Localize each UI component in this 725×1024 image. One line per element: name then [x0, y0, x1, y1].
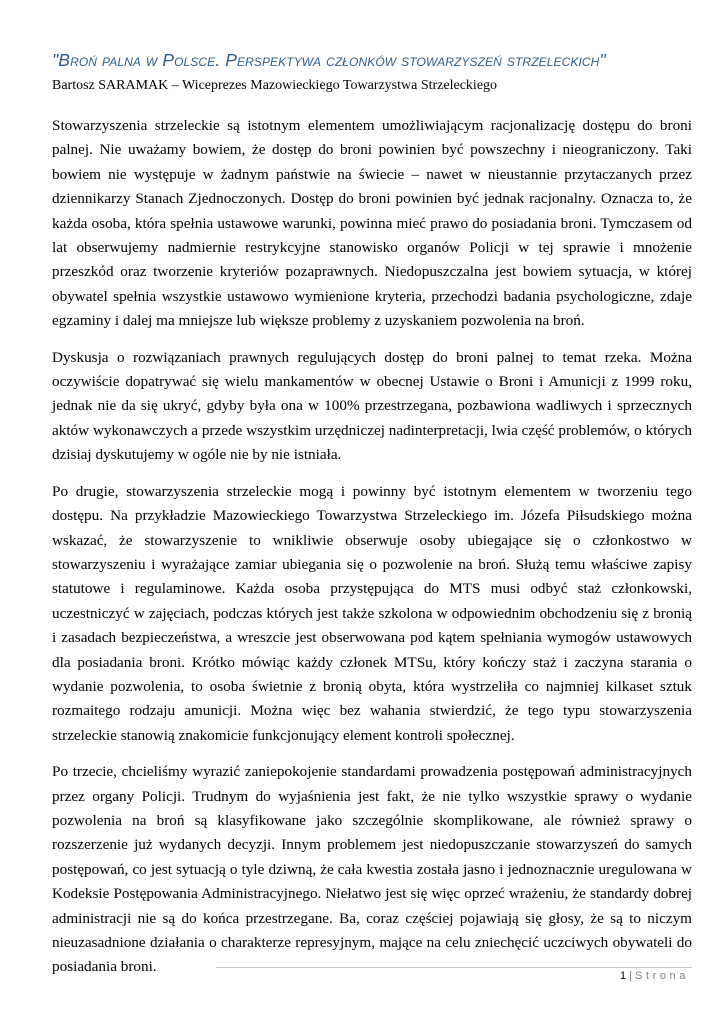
document-body [52, 114, 692, 992]
paragraph-2: Dyskusja o rozwiązaniach prawnych regulujących dostęp do broni palnej to temat rzeka. Można oczywiście dopatrywać się wielu mankamentów w obecnej Ustawie o Broni i Amunicji z 1999 roku, jednak nie da się ukryć, gdyby była ona w 100% przestrzegana, pozbawiona wadliwych i sprzecznych aktów wykonawczych a przede wszystkim urzędniczej nadinterpretacji, lwia część problemów, o których dzisiaj dyskutujemy w ogóle nie by nie istniała. [52, 348, 692, 464]
paragraph-1: Stowarzyszenia strzeleckie są istotnym elementem umożliwiającym racjonalizację dostępu do broni palnej. Nie uważamy bowiem, że dostęp do broni powinien być powszechny i nieograniczony. Taki bowiem nie występuje w żadnym państwie na świecie – nawet w nieustannie przytaczanych przez dziennikarzy Stanach Zjednoczonych. Dostęp do broni powinien być jednak racjonalny. Oznacza to, że każda osoba, która spełnia ustawowe warunki, powinna mieć prawo do posiadania broni. Tymczasem od lat obserwujemy nadmiernie restrykcyjne stanowisko organów Policji w tej sprawie i mnożenie przeszkód oraz tworzenie kryteriów pozaprawnych. Niedopuszczalna jest bowiem sytuacja, w której obywatel spełnia wszystkie ustawowo wymienione kryteria, przechodzi badania psychologiczne, zdaje egzaminy i dalej ma mniejsze lub większe problemy z uzyskaniem pozwolenia na broń. [52, 117, 692, 330]
paragraph-3: Po drugie, stowarzyszenia strzeleckie mogą i powinny być istotnym elementem w tworzeniu tego dostępu. Na przykładzie Mazowieckiego Towarzystwa Strzeleckiego im. Józefa Piłsudskiego można wskazać, że stowarzyszenie to wnikliwie obserwuje osoby ubiegające się o członkostwo w stowarzyszeniu i wyrażające zamiar ubiegania się o pozwolenie na broń. Służą temu właściwe zapisy statutowe i regulaminowe. Każda osoba przystępująca do MTS musi odbyć staż członkowski, uczestniczyć w zajęciach, podczas których jest także szkolona w odpowiednim obchodzeniu się z bronią i zasadach bezpieczeństwa, a wreszcie jest obserwowana pod kątem spełniania wymogów ustawowych dla posiadania broni. Krótko mówiąc każdy członek MTSu, który kończy staż i zaczyna starania o wydanie pozwolenia, to osoba świetnie z bronią obyta, która wystrzeliła co najmniej kilkaset sztuk rozmaitego rodzaju amunicji. Można więc bez wahania stwierdzić, że tego typu stowarzyszenia strzeleckie stanowią znakomicie funkcjonujący element kontroli społecznej. [52, 482, 692, 744]
page-word: Strona [634, 970, 689, 982]
paragraph-4: Po trzecie, chcieliśmy wyrazić zaniepokojenie standardami prowadzenia postępowań administracyjnych przez organy Policji. Trudnym do wyjaśnienia jest fakt, że nie tylko wszystkie sprawy o wydanie pozwolenia na broń są klasyfikowane jako szczególnie skomplikowane, ale również sprawy o rozszerzenie już wydanych decyzji. Innym problemem jest niedopuszczanie stowarzyszeń do samych postępowań, co jest sytuacją o tyle dziwną, że cała kwestia została jasno i jednoznacznie uregulowana w Kodeksie Postępowania Administracyjnego. Niełatwo jest się więc oprzeć wrażeniu, że standardy dobrej administracji nie są do końca przestrzegane. Ba, coraz częściej pojawiają się głosy, że są to niczym nieuzasadnione działania o charakterze represyjnym, mające na celu zniechęcić uczciwych obywateli do posiadania broni. [52, 763, 692, 976]
page-number: 1 [620, 970, 627, 982]
footer-divider [216, 967, 692, 968]
document-subtitle: Bartosz SARAMAK – Wiceprezes Mazowieckiego Towarzystwa Strzeleckiego [52, 78, 498, 93]
footer-separator: | [629, 970, 632, 982]
document-title: "Broń palna w Polsce. Perspektywa członków stowarzyszeń strzeleckich" [52, 50, 606, 70]
page-footer [620, 970, 689, 982]
